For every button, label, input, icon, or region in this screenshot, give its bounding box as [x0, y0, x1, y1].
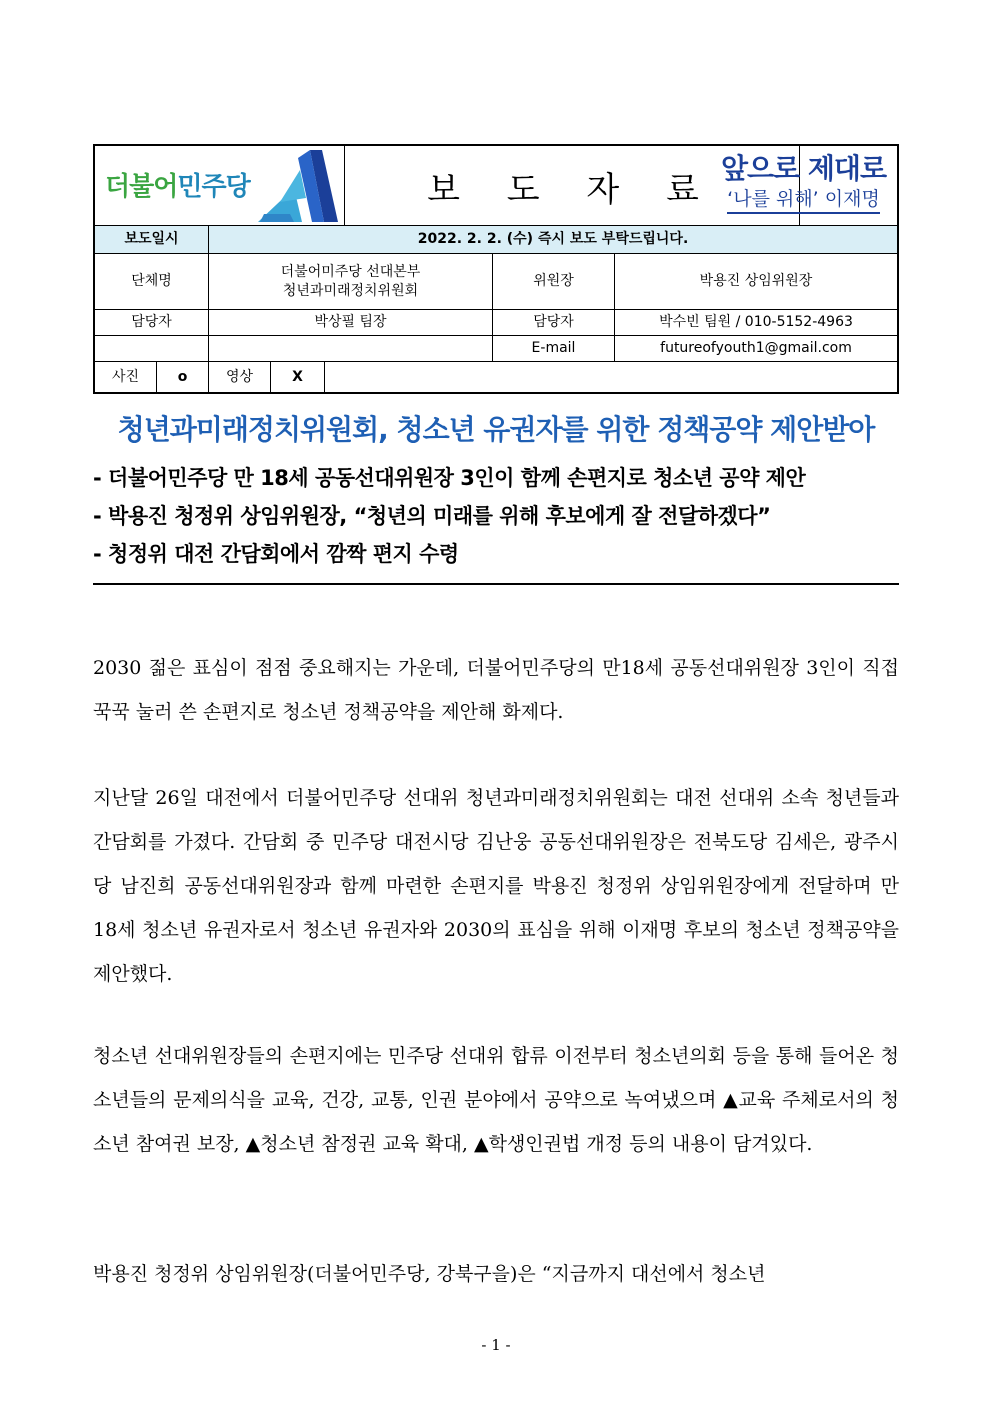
org-value: [209, 254, 493, 309]
contact2-value: 박수빈 팀원 / 010-5152-4963: [659, 314, 853, 330]
page-number: - 1 -: [481, 1336, 511, 1354]
contact2-label: 담당자: [493, 310, 615, 335]
org-value-line1: 더불어미주당 선대본부: [280, 263, 421, 280]
empty-cell: [209, 336, 493, 361]
party-emblem-icon: [250, 148, 340, 224]
email-label: E-mail: [493, 336, 615, 361]
press-headline: 청년과미래정치위원회, 청소년 유권자를 위한 정책공약 제안받아: [117, 413, 875, 446]
org-value-line2: 청년과미래정치위원회: [282, 282, 419, 299]
header-banner: [95, 146, 897, 226]
empty-cell: [95, 336, 209, 361]
video-label: 영상: [209, 362, 271, 392]
email-value[interactable]: futureofyouth1@gmail.com: [660, 340, 852, 356]
contact1-value: 박상필 팀장: [209, 310, 493, 335]
slogan-sub: ‘나를 위해’ 이재명: [727, 186, 880, 214]
slogan-main: 앞으로 제대로: [720, 152, 887, 185]
party-logo-text: 더불어민주당: [105, 172, 250, 202]
release-row: [95, 226, 897, 254]
subhead-3: - 청정위 대전 간담회에서 깜짝 편지 수령: [93, 542, 459, 566]
release-value: 2022. 2. 2. (수) 즉시 보도 부탁드립니다.: [209, 226, 897, 253]
media-row: [95, 362, 897, 392]
org-label: 단체명: [95, 254, 209, 309]
body-paragraph-4: 박용진 청정위 상임위원장(더불어민주당, 강북구을)은 “지금까지 대선에서 청소년: [93, 1263, 766, 1285]
photo-value: o: [157, 362, 209, 392]
photo-label: 사진: [95, 362, 157, 392]
subhead-1: - 더불어민주당 만 18세 공동선대위원장 3인이 함께 손편지로 청소년 공약 제안: [93, 466, 806, 490]
body-paragraph-3: 청소년 선대위원장들의 손편지에는 민주당 선대위 합류 이전부터 청소년의회 등을 통해 들어온 청소년들의 문제의식을 교육, 건강, 교통, 인권 분야에서 공약으로 녹여냈으며 ▲교육 주체로서의 청소년 참여권 보장, ▲청소년 참정권 교육 확대, ▲학생인권법 개정 등의 내용이 담겨있다.: [93, 1045, 899, 1155]
body-paragraph-1: 2030 젊은 표심이 점점 중요해지는 가운데, 더불어민주당의 만18세 공동선대위원장 3인이 직접 꾹꾹 눌러 쓴 손편지로 청소년 정책공약을 제안해 화제다.: [93, 657, 899, 723]
contact1-label: 담당자: [95, 310, 209, 335]
video-value: X: [271, 362, 325, 392]
subhead-2: - 박용진 청정위 상임위원장, “청년의 미래를 위해 후보에게 잘 전달하겠다”: [93, 504, 771, 528]
email-row: [95, 336, 897, 362]
organization-row: [95, 254, 897, 310]
section-divider: [93, 583, 899, 585]
party-logo: [95, 146, 345, 226]
campaign-slogan: [710, 152, 897, 222]
chair-value: 박용진 상임위원장: [699, 273, 813, 289]
contact-row: [95, 310, 897, 336]
release-label: 보도일시: [95, 226, 209, 253]
press-info-table: [93, 144, 899, 394]
body-paragraph-2: 지난달 26일 대전에서 더불어민주당 선대위 청년과미래정치위원회는 대전 선대위 소속 청년들과 간담회를 가졌다. 간담회 중 민주당 대전시당 김난웅 공동선대위원장은 전북도당 김세은, 광주시당 남진희 공동선대위원장과 함께 마련한 손편지를 박용진 청정위 상임위원장에게 전달하며 만 18세 청소년 유권자로서 청소년 유권자와 2030의 표심을 위해 이재명 후보의 청소년 정책공약을 제안했다.: [93, 787, 899, 985]
document-title: 보 도 자 료: [345, 146, 800, 226]
chair-label: 위원장: [493, 254, 615, 309]
